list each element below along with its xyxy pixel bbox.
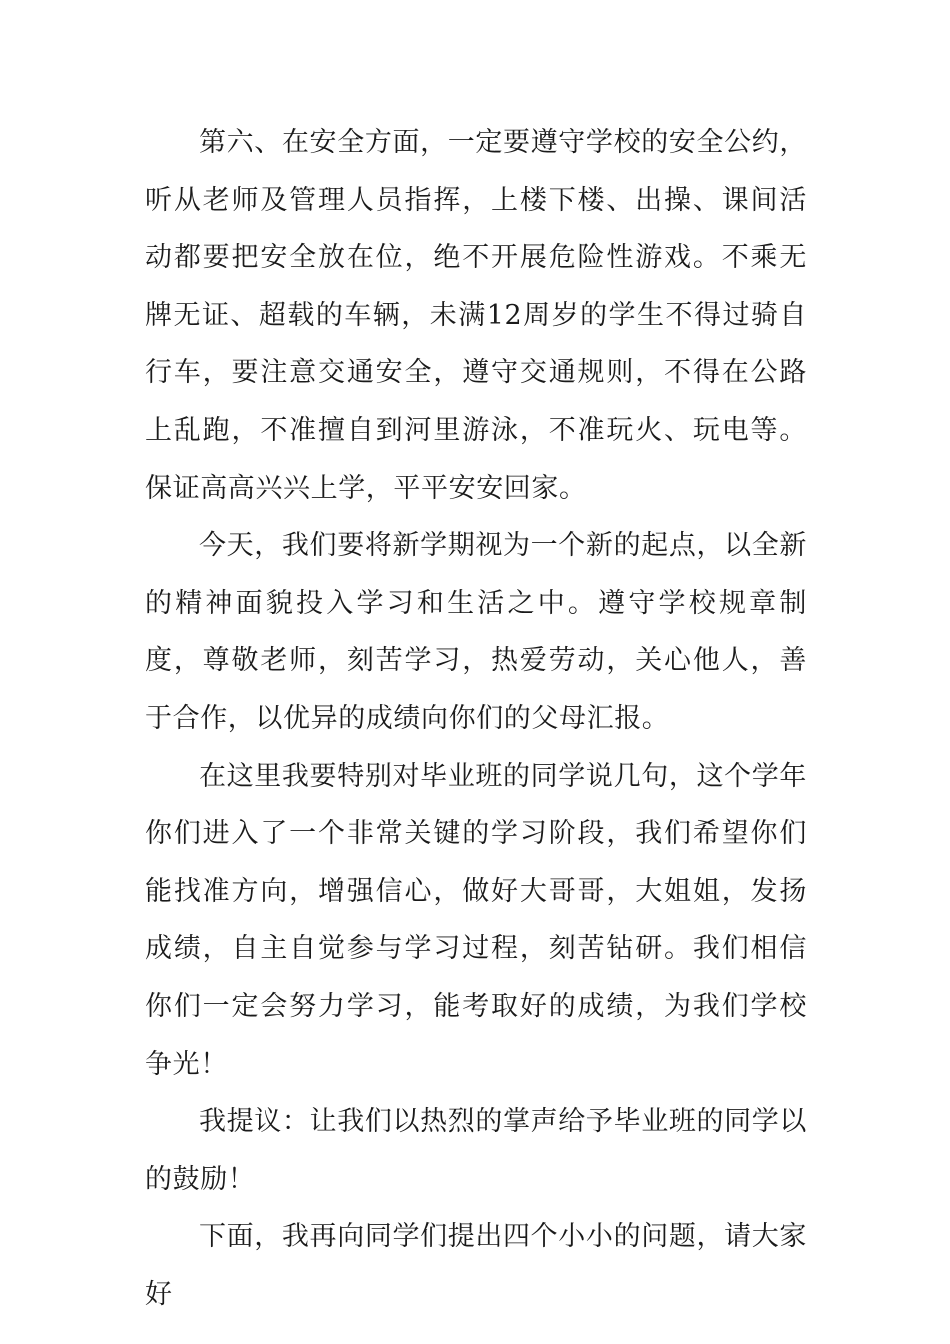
- paragraph-graduating-class: 在这里我要特别对毕业班的同学说几句，这个学年你们进入了一个非常关键的学习阶段，我们希望你们能找准方向，增强信心，做好大哥哥，大姐姐，发扬成绩，自主自觉参与学习过程，刻苦钻研。我们相信你们一定会努力学习，能考取好的成绩，为我们学校争光！: [145, 760, 807, 1080]
- paragraph-new-semester: 今天，我们要将新学期视为一个新的起点，以全新的精神面貌投入学习和生活之中。遵守学校规章制度，尊敬老师，刻苦学习，热爱劳动，关心他人，善于合作，以优异的成绩向你们的父母汇报。: [145, 530, 807, 734]
- paragraph-four-questions: 下面，我再向同学们提出四个小小的问题，请大家好: [145, 1221, 807, 1310]
- paragraph-safety: 第六、在安全方面，一定要遵守学校的安全公约，听从老师及管理人员指挥，上楼下楼、出操、课间活动都要把安全放在位，绝不开展危险性游戏。不乘无牌无证、超载的车辆，未满12周岁的学生不得过骑自行车，要注意交通安全，遵守交通规则，不得在公路上乱跑，不准擅自到河里游泳，不准玩火、玩电等。保证高高兴兴上学，平平安安回家。: [145, 127, 807, 504]
- paragraph-applause-proposal: 我提议：让我们以热烈的掌声给予毕业班的同学以的鼓励！: [145, 1106, 807, 1195]
- document-body: [145, 114, 807, 1323]
